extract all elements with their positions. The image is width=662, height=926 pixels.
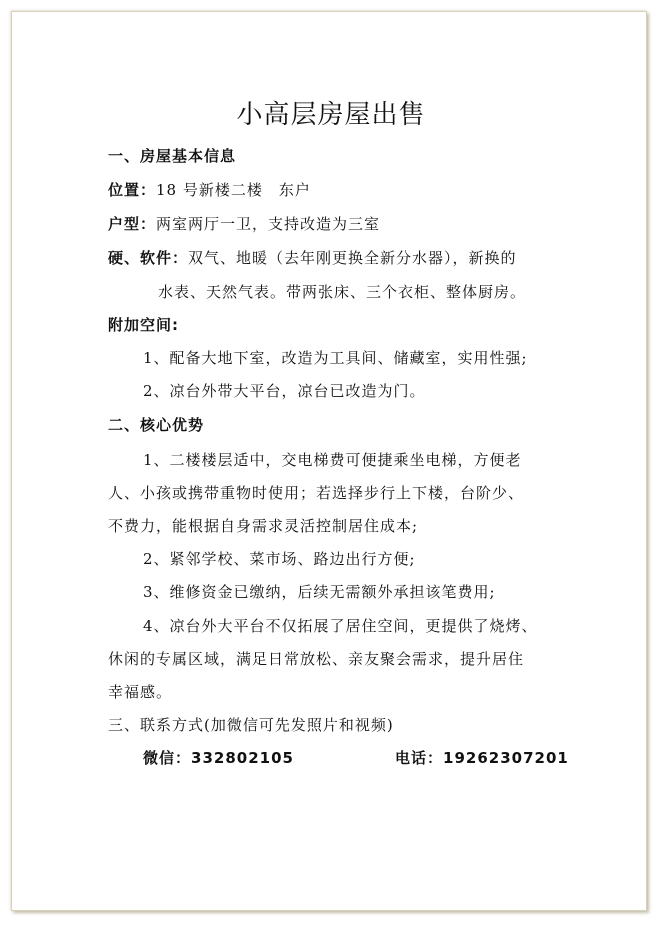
advantage-line: 1、二楼楼层适中，交电梯费可便捷乘坐电梯，方便老 — [143, 451, 522, 469]
advantage-line: 4、凉台外大平台不仅拓展了居住空间，更提供了烧烤、 — [143, 617, 538, 635]
advantage-line: 3、维修资金已缴纳，后续无需额外承担该笔费用; — [143, 583, 496, 601]
facilities-value-line-1: 双气、地暖（去年刚更换全新分水器），新换的 — [188, 249, 517, 267]
advantage-line: 不费力，能根据自身需求灵活控制居住成本; — [108, 517, 419, 535]
location-label: 位置： — [108, 181, 157, 199]
phone-row — [395, 748, 569, 768]
wechat-label: 微信： — [143, 749, 192, 767]
facilities-value-line-2: 水表、天然气表。带两张床、三个衣柜、整体厨房。 — [158, 283, 527, 301]
phone-value: 19262307201 — [443, 749, 569, 767]
advantage-line: 2、紧邻学校、菜市场、路边出行方便; — [143, 550, 416, 568]
section-heading-advantages: 二、核心优势 — [108, 416, 205, 434]
layout-row — [108, 214, 380, 234]
wechat-value: 332802105 — [191, 749, 294, 767]
section-heading-contact: 三、联系方式(加微信可先发照片和视频) — [108, 716, 394, 734]
location-row — [108, 180, 311, 200]
location-value: 18 号新楼二楼 东户 — [156, 181, 311, 199]
extra-space-label: 附加空间: — [108, 316, 179, 334]
extra-space-item: 1、配备大地下室，改造为工具间、储藏室，实用性强; — [143, 349, 528, 367]
advantage-line: 幸福感。 — [108, 683, 173, 701]
wechat-row — [143, 748, 294, 768]
phone-label: 电话： — [395, 749, 444, 767]
facilities-label: 硬、软件： — [108, 249, 189, 267]
advantage-line: 人、小孩或携带重物时使用；若选择步行上下楼，台阶少、 — [108, 484, 525, 502]
extra-space-item: 2、凉台外带大平台，凉台已改造为门。 — [143, 382, 426, 400]
section-heading-basic-info: 一、房屋基本信息 — [108, 147, 237, 165]
advantage-line: 休闲的专属区域，满足日常放松、亲友聚会需求，提升居住 — [108, 650, 525, 668]
page-title: 小高层房屋出售 — [236, 100, 426, 130]
layout-label: 户型： — [108, 215, 157, 233]
facilities-row — [108, 248, 517, 268]
layout-value: 两室两厅一卫，支持改造为三室 — [156, 215, 381, 233]
